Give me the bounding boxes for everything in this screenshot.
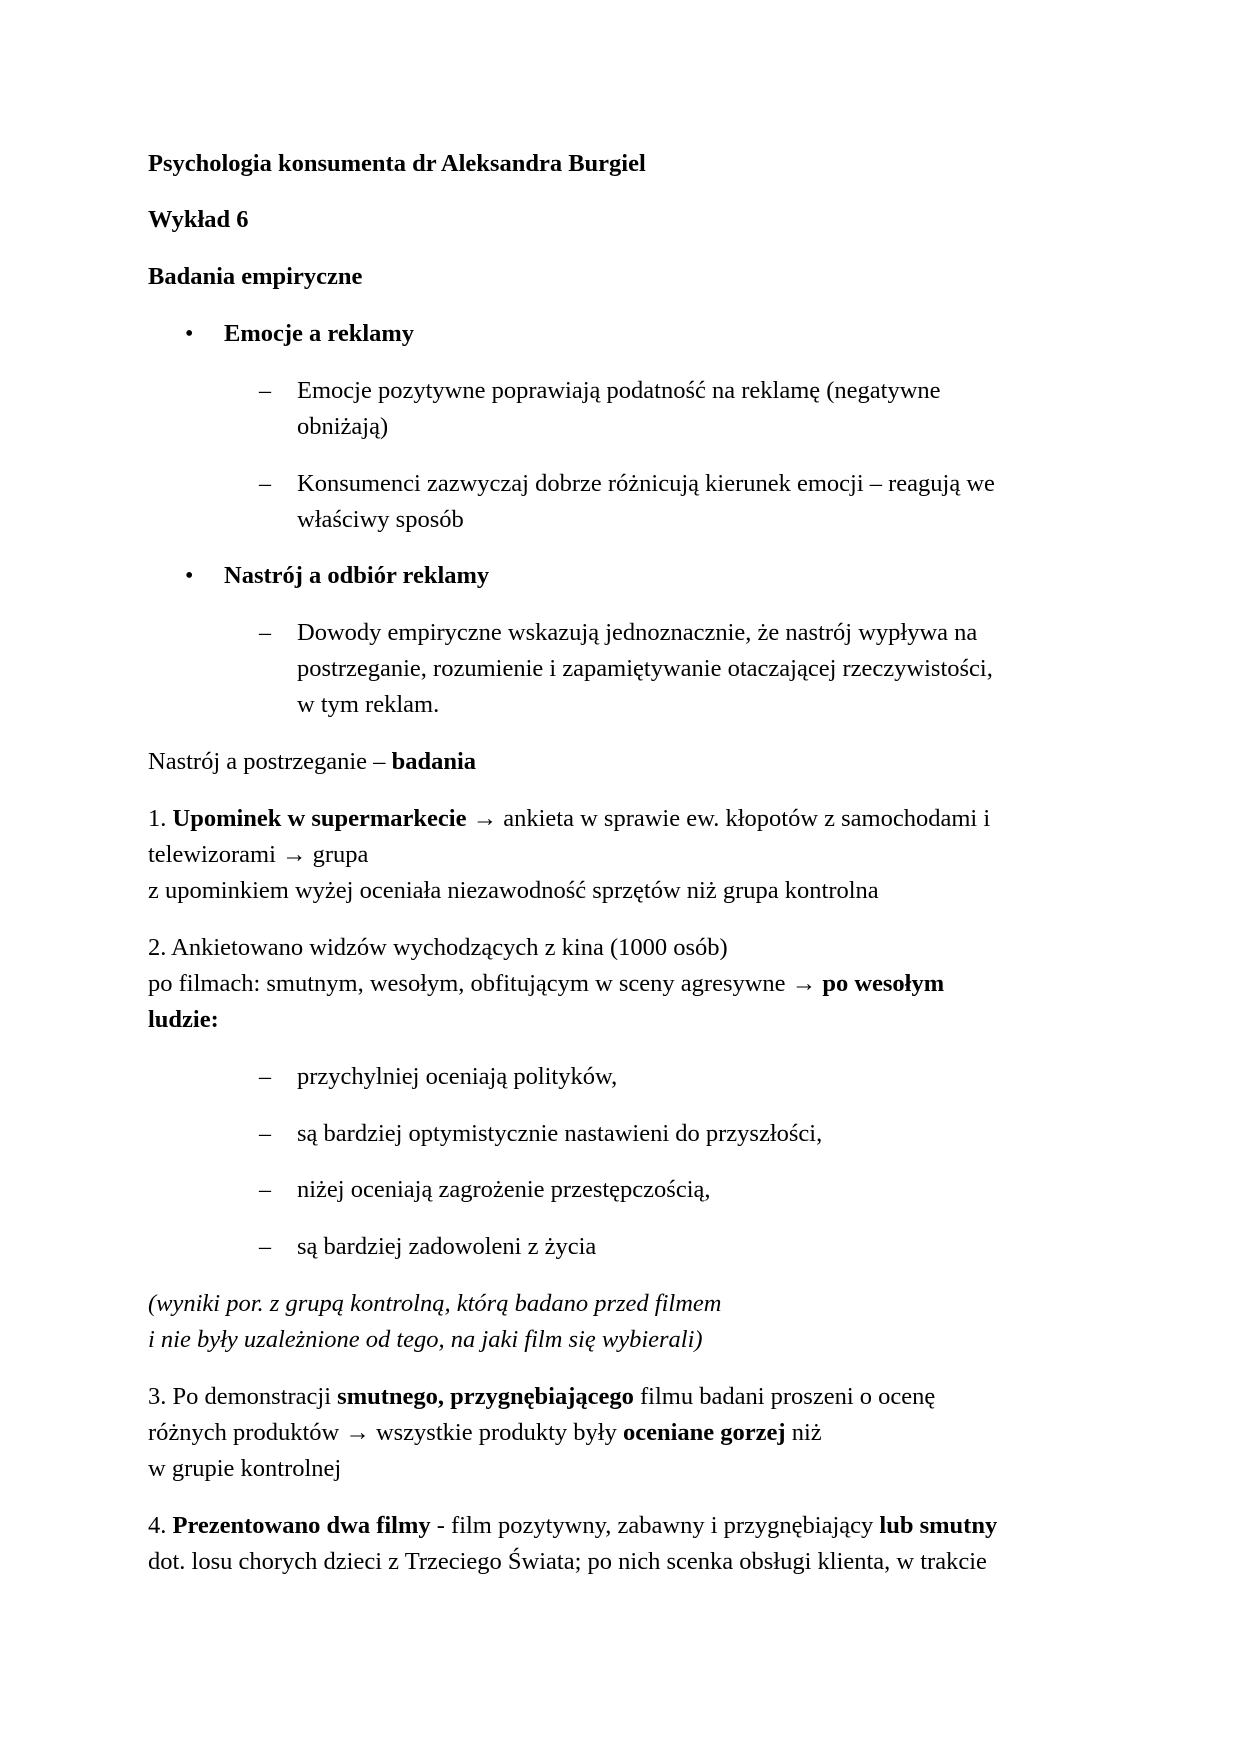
mood-item-1-line-2: postrzeganie, rozumienie i zapamiętywanie otaczającej rzeczywistości, — [297, 655, 993, 682]
study-2-item-2: są bardziej optymistycznie nastawieni do przyszłości, — [297, 1120, 823, 1147]
study-2-line-1: 2. Ankietowano widzów wychodzących z kina (1000 osób) — [148, 934, 728, 961]
study-3-line-1 — [148, 1379, 935, 1415]
arrow-icon: → — [282, 841, 307, 868]
study-3-prefix: 3. Po demonstracji — [148, 1383, 338, 1410]
bullet-marker: • — [185, 563, 194, 589]
study-2-item-3: niżej oceniają zagrożenie przestępczością, — [297, 1176, 711, 1203]
study-2-line-3: ludzie: — [148, 1006, 219, 1033]
study-1-line-2 — [148, 837, 368, 873]
study-1-number: 1. — [148, 805, 173, 832]
mood-item-1-line-3: w tym reklam. — [297, 691, 440, 718]
study-4-bold-1: Prezentowano dwa filmy — [172, 1512, 431, 1539]
study-4-line-1 — [148, 1508, 997, 1544]
study-3-line-3: w grupie kontrolnej — [148, 1455, 342, 1482]
study-2-line-2 — [148, 966, 944, 1002]
lecture-number: Wykład 6 — [148, 206, 249, 233]
study-3-line-2-bold: oceniane gorzej — [622, 1419, 786, 1446]
document-title: Psychologia konsumenta dr Aleksandra Burgiel — [148, 150, 646, 177]
study-3-line-2-text-2: wszystkie produkty były — [369, 1419, 623, 1446]
dash-marker: – — [259, 1234, 271, 1260]
emotions-item-2-line-1: Konsumenci zazwyczaj dobrze różnicują kierunek emocji – reagują we — [297, 470, 995, 497]
arrow-icon: → — [345, 1419, 370, 1446]
studies-intro-text: Nastrój a postrzeganie – — [148, 748, 392, 775]
bullet-marker: • — [185, 321, 194, 347]
study-1-line-3: z upominkiem wyżej oceniała niezawodność sprzętów niż grupa kontrolna — [148, 877, 879, 904]
studies-intro-bold: badania — [391, 748, 476, 775]
study-3-line-2-text: różnych produktów — [148, 1419, 346, 1446]
bullet-heading-emotions: Emocje a reklamy — [224, 320, 415, 347]
dash-marker: – — [259, 378, 271, 404]
emotions-item-1-line-2: obniżają) — [297, 413, 389, 440]
study-4-prefix: 4. — [148, 1512, 173, 1539]
study-2-item-1: przychylniej oceniają polityków, — [297, 1063, 618, 1090]
study-1-line-2-bold: grupa — [312, 841, 369, 868]
study-1-line-1 — [148, 801, 990, 837]
study-4-text: - film pozytywny, zabawny i przygnębiający — [430, 1512, 880, 1539]
arrow-icon: → — [791, 970, 817, 997]
study-3-bold: smutnego, przygnębiającego — [337, 1383, 634, 1410]
study-4-bold-2: lub smutny — [879, 1512, 998, 1539]
bullet-heading-mood: Nastrój a odbiór reklamy — [224, 562, 490, 589]
study-1-line-2-text: telewizorami — [148, 841, 283, 868]
dash-marker: – — [259, 1177, 271, 1203]
study-2-note-line-2: i nie były uzależnione od tego, na jaki film się wybierali) — [148, 1326, 703, 1353]
dash-marker: – — [259, 620, 271, 646]
study-3-line-2 — [148, 1415, 822, 1451]
study-1-text: ankieta w sprawie ew. kłopotów z samochodami i — [497, 805, 991, 832]
study-3-line-2-text-3: niż — [785, 1419, 822, 1446]
emotions-item-1-line-1: Emocje pozytywne poprawiają podatność na reklamę (negatywne — [297, 377, 941, 404]
arrow-icon: → — [472, 805, 498, 832]
study-2-item-4: są bardziej zadowoleni z życia — [297, 1233, 597, 1260]
dash-marker: – — [259, 1121, 271, 1147]
study-1-bold: Upominek w supermarkecie — [172, 805, 467, 832]
emotions-item-2-line-2: właściwy sposób — [297, 506, 464, 533]
study-2-note-line-1: (wyniki por. z grupą kontrolną, którą badano przed filmem — [148, 1290, 722, 1317]
study-2-line-2-bold: po wesołym — [822, 970, 945, 997]
study-3-text: filmu badani proszeni o ocenę — [633, 1383, 936, 1410]
dash-marker: – — [259, 471, 271, 497]
section-heading: Badania empiryczne — [148, 263, 363, 290]
dash-marker: – — [259, 1064, 271, 1090]
mood-item-1-line-1: Dowody empiryczne wskazują jednoznacznie, że nastrój wypływa na — [297, 619, 978, 646]
study-4-line-2: dot. losu chorych dzieci z Trzeciego Świata; po nich scenka obsługi klienta, w trakcie — [148, 1548, 987, 1575]
study-2-line-2-text: po filmach: smutnym, wesołym, obfitującym w sceny agresywne — [148, 970, 792, 997]
studies-intro — [148, 744, 476, 780]
